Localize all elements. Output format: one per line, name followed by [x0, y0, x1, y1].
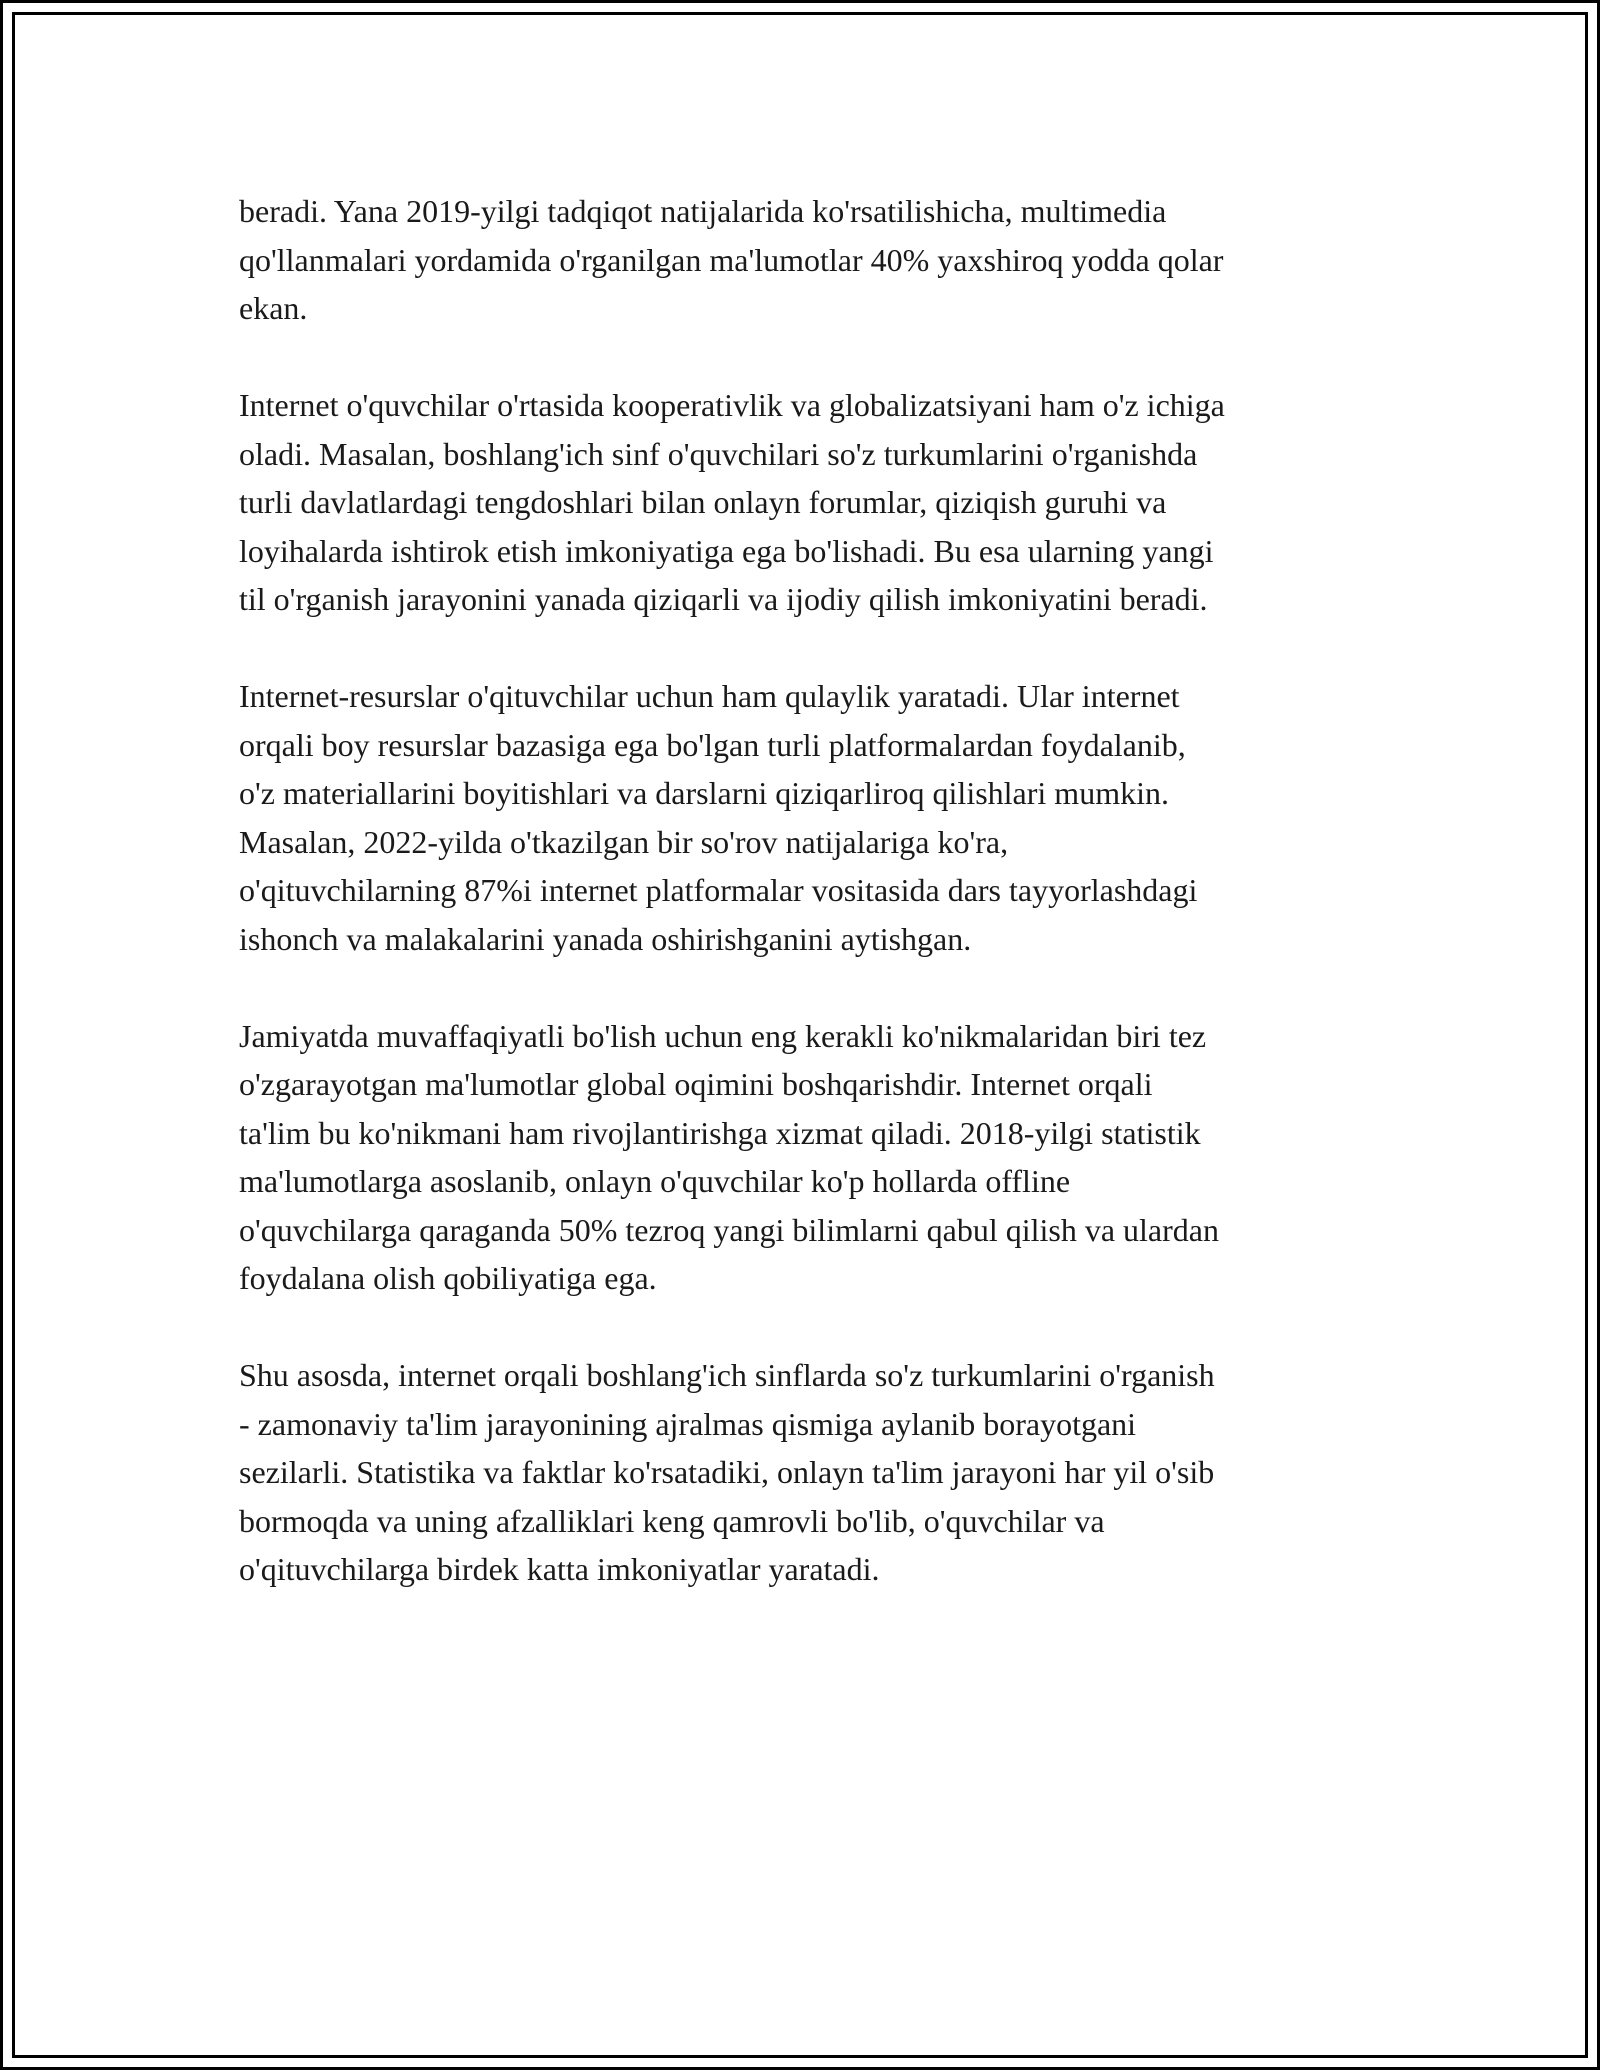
- text-line: loyihalarda ishtirok etish imkoniyatiga ega bo'lishadi. Bu esa ularning yangi: [239, 532, 1214, 569]
- paragraph-2: [239, 381, 1389, 624]
- text-line: bormoqda va uning afzalliklari keng qamrovli bo'lib, o'quvchilar va: [239, 1502, 1105, 1539]
- paragraph-1: [239, 187, 1389, 333]
- text-line: o'qituvchilarning 87%i internet platformalar vositasida dars tayyorlashdagi: [239, 872, 1198, 908]
- text-line: Jamiyatda muvaffaqiyatli bo'lish uchun eng kerakli ko'nikmalaridan biri tez: [239, 1017, 1207, 1054]
- text-line: ekan.: [239, 290, 308, 326]
- text-line: o'zgarayotgan ma'lumotlar global oqimini boshqarishdir. Internet orqali: [239, 1066, 1153, 1102]
- text-line: Internet-resurslar o'qituvchilar uchun ham qulaylik yaratadi. Ular internet: [239, 678, 1180, 714]
- text-line: turli davlatlardagi tengdoshlari bilan onlayn forumlar, qiziqish guruhi va: [239, 484, 1167, 520]
- paragraph-4: [239, 1012, 1389, 1303]
- text-line: sezilarli. Statistika va faktlar ko'rsatadiki, onlayn ta'lim jarayoni har yil o'sib: [239, 1454, 1215, 1490]
- text-line: orqali boy resurslar bazasiga ega bo'lgan turli platformalardan foydalanib,: [239, 726, 1186, 763]
- paragraph-5: [239, 1351, 1389, 1594]
- text-line: til o'rganish jarayonini yanada qiziqarli va ijodiy qilish imkoniyatini beradi.: [239, 581, 1208, 617]
- text-line: oladi. Masalan, boshlang'ich sinf o'quvchilari so'z turkumlarini o'rganishda: [239, 435, 1198, 472]
- text-line: - zamonaviy ta'lim jarayonining ajralmas qismiga aylanib borayotgani: [239, 1405, 1137, 1442]
- text-line: o'z materiallarini boyitishlari va darslarni qiziqarliroq qilishlari mumkin.: [239, 775, 1169, 811]
- text-line: ishonch va malakalarini yanada oshirishganini aytishgan.: [239, 920, 972, 957]
- text-line: beradi. Yana 2019-yilgi tadqiqot natijalarida ko'rsatilishicha, multimedia: [239, 193, 1167, 229]
- text-line: Shu asosda, internet orqali boshlang'ich sinflarda so'z turkumlarini o'rganish: [239, 1357, 1215, 1393]
- text-line: ta'lim bu ko'nikmani ham rivojlantirishga xizmat qiladi. 2018-yilgi statistik: [239, 1114, 1201, 1151]
- text-line: qo'llanmalari yordamida o'rganilgan ma'lumotlar 40% yaxshiroq yodda qolar: [239, 241, 1224, 278]
- text-line: Internet o'quvchilar o'rtasida kooperativlik va globalizatsiyani ham o'z ichiga: [239, 387, 1225, 423]
- text-line: o'qituvchilarga birdek katta imkoniyatlar yaratadi.: [239, 1551, 880, 1587]
- text-line: foydalana olish qobiliyatiga ega.: [239, 1260, 657, 1296]
- text-line: Masalan, 2022-yilda o'tkazilgan bir so'rov natijalariga ko'ra,: [239, 823, 1009, 860]
- document-body: [239, 187, 1389, 1642]
- paragraph-3: [239, 672, 1389, 963]
- text-line: o'quvchilarga qaraganda 50% tezroq yangi bilimlarni qabul qilish va ulardan: [239, 1211, 1219, 1248]
- text-line: ma'lumotlarga asoslanib, onlayn o'quvchilar ko'p hollarda offline: [239, 1163, 1071, 1199]
